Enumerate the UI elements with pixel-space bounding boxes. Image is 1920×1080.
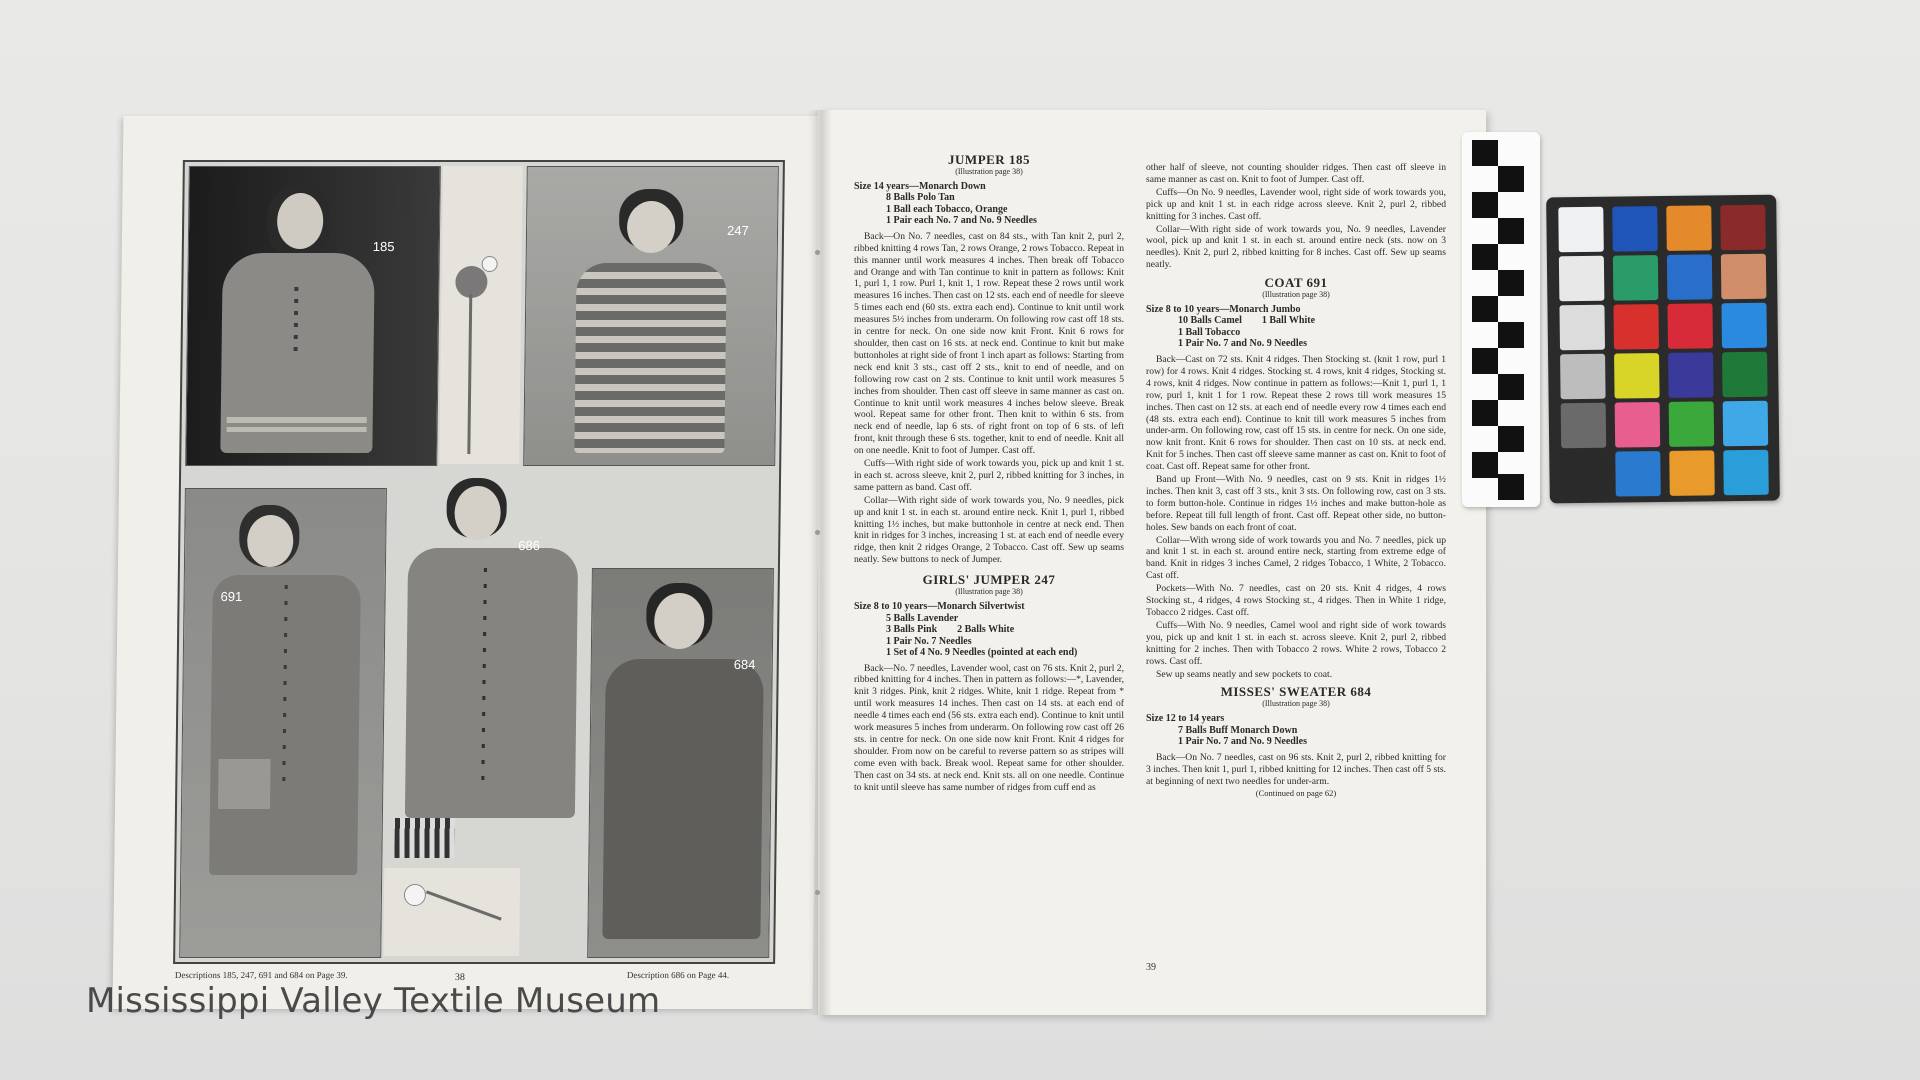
color-patch bbox=[1561, 452, 1607, 498]
color-checker-card bbox=[1546, 195, 1780, 504]
material-item: 1 Pair each No. 7 and No. 9 Needles bbox=[886, 215, 1037, 227]
color-patch bbox=[1559, 305, 1605, 351]
instructions-paragraph: Collar—With right side of work towards you, No. 9 needles, Lavender wool, pick up and knit 1 st. in each st. around entire neck (sts. now on 3 needles). Knit 2, purl 2, ribbed knitting for 8 inches. Cast off. Sew up seams neatly. bbox=[1146, 223, 1446, 271]
cm-label: CM bbox=[1472, 458, 1486, 477]
instructions-paragraph: Cuffs—On No. 9 needles, Lavender wool, right side of work towards you, pick up and knit 1 st. in each ridge across sleeve. Knit 2, purl 2, ribbed knitting for 3 inches. Cast off. bbox=[1146, 186, 1446, 222]
color-patch bbox=[1667, 254, 1713, 300]
cm-scale-bar bbox=[1462, 132, 1540, 507]
page-number-38: 38 bbox=[454, 972, 465, 983]
color-patch bbox=[1666, 205, 1712, 251]
page-number-39: 39 bbox=[1146, 962, 1156, 973]
color-patch bbox=[1558, 207, 1604, 253]
photo-sweater-684 bbox=[587, 568, 774, 958]
instructions-paragraph: Cuffs—With right side of work towards you, pick up and knit 1 st. in each st. across sleeve, knit 2, purl 2, ribbed knitting for 3 inches, in same pattern as band. Cast off. bbox=[854, 458, 1124, 493]
pattern-title: JUMPER 185 bbox=[948, 152, 1030, 167]
continued-note: (Continued on page 62) bbox=[1255, 788, 1337, 799]
instructions-paragraph: Back—On No. 7 needles, cast on 96 sts. Knit 2, purl 2, ribbed knitting for 3 inches. Then knit 1, purl 1, ribbed knitting for 12 inches. Then cast off 5 sts. at beginning of next two needles for under-arm. bbox=[1146, 751, 1446, 787]
material-item: 3 Balls Pink 2 Balls White bbox=[886, 624, 1015, 635]
photo-number: 686 bbox=[518, 538, 541, 553]
color-patch bbox=[1614, 353, 1660, 399]
color-patch bbox=[1615, 451, 1661, 497]
pattern-title: MISSES' SWEATER 684 bbox=[1220, 684, 1372, 700]
photo-number: 247 bbox=[726, 223, 749, 238]
pattern-title: COAT 691 bbox=[1264, 275, 1328, 291]
instructions-paragraph: Sew up seams neatly and sew pockets to coat. bbox=[1156, 668, 1333, 680]
material-item: 10 Balls Camel 1 Ball White bbox=[1178, 315, 1316, 327]
material-item: 1 Ball each Tobacco, Orange bbox=[886, 203, 1008, 215]
caption-left: Descriptions 185, 247, 691 and 684 on Page 39. bbox=[174, 970, 348, 980]
pattern-title: GIRLS' JUMPER 247 bbox=[922, 572, 1056, 588]
photo-number: 691 bbox=[220, 589, 243, 604]
illustration-ref: (Illustration page 38) bbox=[955, 166, 1023, 176]
illustration-ref: (Illustration page 38) bbox=[1262, 290, 1330, 300]
illustration-ref: (Illustration page 38) bbox=[955, 587, 1023, 597]
caption-right: Description 686 on Page 44. bbox=[626, 970, 730, 980]
size-line: Size 14 years—Monarch Down bbox=[854, 180, 986, 192]
text-column-1 bbox=[854, 152, 1124, 794]
size-line: Size 8 to 10 years—Monarch Silvertwist bbox=[854, 601, 1025, 612]
booklet-gutter bbox=[808, 110, 832, 1015]
instructions-paragraph: Back—On No. 7 needles, cast on 84 sts., with Tan knit 2, purl 2, ribbed knitting 4 rows Tan, 2 rows Orange, 2 rows Tobacco. Repeat in this manner until work measures 4 inches. Then break off Tobacco and Orange and with Tan continue to knit in pattern as follows: Knit 1, purl 1, 1 row. Purl 1, knit 1, 1 row. Repeat these 2 rows until work measures 16 inches. Then cast on 12 sts. each end of needle for sleeve 5 times each end (60 sts. extra each end). Continue to knit until work measures 5½ inches from underarm. On following row cast off 18 sts. in centre for neck. On one side now knit Front. Knit 6 rows for shoulder, then cast on 16 sts. at neck end. Continue to knit but make buttonholes at right side of front 1 inch apart as follows: Starting from neck end knit 3 sts., cast off 2 sts., knit to end of needle, and on following row cast on 2 sts. Continue to knit until work measures 5 inches from shoulder. Then cast off sleeve in same manner as cast on. Continue to knit until work measures 4 inches below sleeve. Break wool. Repeat same for other front. Then knit to within 6 sts. from neck end of needle, lap 6 sts. of right front on top of 6 sts. of left front, knit through these 6 sts. together, knit to end of needle. Knit all on one needle. Knit to foot of Jumper. Cast off. bbox=[854, 230, 1124, 457]
color-patch bbox=[1669, 401, 1715, 447]
photo-number: 684 bbox=[733, 657, 756, 672]
color-patch bbox=[1668, 352, 1714, 398]
illustration-ref: (Illustration page 38) bbox=[1262, 699, 1330, 709]
material-item: 7 Balls Buff Monarch Down bbox=[1178, 724, 1298, 736]
instructions-paragraph: Collar—With right side of work towards you, No. 9 needles, pick up and knit 1 st. in each st. around entire neck. Knit 1, purl 1, ribbed knitting 1½ inches, but make buttonhole in centre at neck end. Then knit in ridges for 3 inches, increasing 1 st. at each end of needle every ridge, then knit 2 ridges Orange, 2 Tobacco. Cast off. Sew up seams neatly. Sew buttons to neck of Jumper. bbox=[854, 494, 1124, 566]
flower-illustration bbox=[439, 166, 523, 464]
right-page bbox=[818, 110, 1486, 1015]
color-patch bbox=[1720, 205, 1766, 251]
material-item: 1 Pair No. 7 and No. 9 Needles bbox=[1178, 736, 1307, 748]
color-patch bbox=[1722, 352, 1768, 398]
material-item: 1 Set of 4 No. 9 Needles (pointed at each end) bbox=[886, 647, 1078, 658]
color-patch bbox=[1612, 206, 1658, 252]
photo-jumper-247 bbox=[523, 166, 779, 466]
material-item: 1 Ball Tobacco bbox=[1178, 326, 1241, 338]
open-booklet bbox=[118, 110, 1486, 1015]
photo-number: 185 bbox=[372, 239, 395, 254]
photo-coat-691 bbox=[179, 488, 387, 958]
photo-sweater-686 bbox=[384, 468, 589, 862]
flower-illustration bbox=[383, 868, 520, 956]
color-patch bbox=[1559, 256, 1605, 302]
color-patch bbox=[1723, 401, 1769, 447]
color-patch bbox=[1561, 403, 1607, 449]
color-patch bbox=[1615, 402, 1661, 448]
staple bbox=[815, 530, 820, 535]
text-column-2 bbox=[1146, 162, 1446, 803]
color-patch bbox=[1667, 303, 1713, 349]
staple bbox=[815, 250, 820, 255]
material-item: 8 Balls Polo Tan bbox=[886, 192, 955, 204]
left-page bbox=[113, 116, 824, 1009]
color-patch bbox=[1721, 254, 1767, 300]
color-patch bbox=[1723, 450, 1769, 496]
color-patch bbox=[1560, 354, 1606, 400]
size-line: Size 8 to 10 years—Monarch Jumbo bbox=[1146, 303, 1301, 315]
instructions-paragraph: Cuffs—With No. 9 needles, Camel wool and right side of work towards you, pick up and knit 1 st. in each st. across sleeve. Knit 2, purl 2, ribbed knitting for 2 inches. Then with Tobacco 2 rows. White 2 rows, Tobacco 2 rows. Cast off. bbox=[1146, 619, 1446, 667]
color-patch bbox=[1721, 303, 1767, 349]
color-patch bbox=[1613, 255, 1659, 301]
color-patch bbox=[1669, 450, 1715, 496]
instructions-paragraph: Back—Cast on 72 sts. Knit 4 ridges. Then Stocking st. (knit 1 row, purl 1 row) for 4 rows. Knit 4 ridges. Stocking st. 4 rows, knit 4 ridges, Stocking st. 4 rows, knit 4 ridges. Now continue in pattern as follows:—Knit 1, purl 1, 1 row, purl 1, knit 1 for 1 row. Repeat these 2 rows till work measures 15 inches. Then cast on 12 sts. at each end of needle every row 4 times each end (48 sts. extra each end). Continue to knit till work measures 5 inches from under-arm. On following row, cast off 15 sts. in centre for neck. On one side, now knit front. Knit 6 rows for shoulder. Then cast on 10 sts. at neck end. Knit for 5 inches. Then cast off sleeve same manner as cast on. Knit to foot of coat. Cast off. Repeat same for other front. bbox=[1146, 353, 1446, 473]
instructions-paragraph: other half of sleeve, not counting shoulder ridges. Then cast off sleeve in same manner as cast on. Knit to foot of Jumper. Cast off. bbox=[1146, 162, 1446, 185]
instructions-paragraph: Pockets—With No. 7 needles, cast on 20 sts. Knit 4 ridges, 4 rows Stocking st., 4 ridges, 4 rows Stocking st., 4 ridges. Then in White 1 ridge, Tobacco 2 ridges. Cast off. bbox=[1146, 583, 1446, 618]
material-item: 1 Pair No. 7 and No. 9 Needles bbox=[1178, 338, 1307, 350]
museum-watermark: Mississippi Valley Textile Museum bbox=[86, 981, 661, 1021]
size-line: Size 12 to 14 years bbox=[1146, 713, 1225, 725]
photo-jumper-185 bbox=[185, 166, 441, 466]
instructions-paragraph: Band up Front—With No. 9 needles, cast on 9 sts. Knit in ridges 1½ inches. Then knit 3, cast off 3 sts., knit 3 sts. On following row, cast on 3 sts. to form button-hole. Continue in ridges 1½ inches and make button-hole as before. Repeat till full length of front. Cast off. Repeat other side, no button-holes. Sew bands on each front of coat. bbox=[1146, 474, 1446, 533]
instructions-paragraph: Back—No. 7 needles, Lavender wool, cast on 76 sts. Knit 2, purl 2, ribbed knitting for 4 inches. Then in pattern as follows:—*, Lavender, knit 3 ridges. Pink, knit 2 ridges. White, knit 1 ridge. Repeat from * until work measures 14 inches. Then cast on 14 sts. at each end of needle 4 times each end (56 sts. extra each end). Continue to knit until work measures 5 inches from underarm. On following row cast off 26 sts. in centre for neck. On one side now knit Front. Knit 4 ridges for shoulder. From now on be careful to reverse pattern so as stripes will come even with back. Break wool. Repeat same for other shoulder. Then cast on 34 sts. at neck end. Knit sts. all on one needle. Continue to knit until sleeve has same number of ridges from cuff end as bbox=[854, 662, 1124, 793]
color-patch bbox=[1613, 304, 1659, 350]
instructions-paragraph: Collar—With wrong side of work towards you and No. 7 needles, pick up and knit 1 st. in each st. around entire neck, starting from extreme edge of band. Knit in ridges 3 inches Camel, 2 ridges Tobacco, 1 White, 2 Tobacco. Cast off. bbox=[1146, 534, 1446, 582]
staple bbox=[815, 890, 820, 895]
photo-plate bbox=[173, 160, 785, 964]
material-item: 5 Balls Lavender bbox=[886, 612, 959, 624]
material-item: 1 Pair No. 7 Needles bbox=[886, 635, 972, 647]
